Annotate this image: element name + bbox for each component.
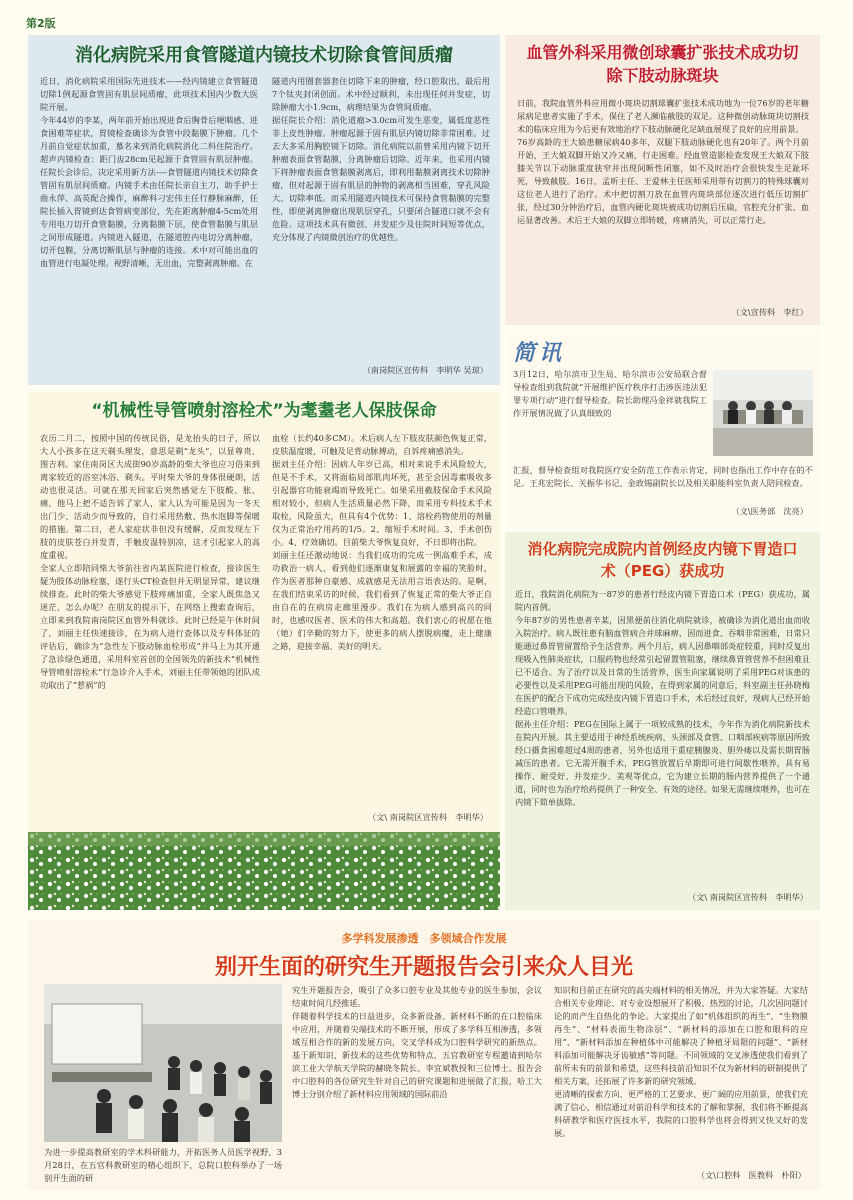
article-catheter-thrombolysis bbox=[28, 392, 500, 832]
meeting-photo bbox=[713, 370, 813, 456]
article-title: 消化病院完成院内首例经皮内镜下胃造口术（PEG）获成功 bbox=[527, 540, 798, 580]
flower-field-photo bbox=[28, 832, 500, 910]
brief-news bbox=[505, 330, 820, 528]
article-credit: （文\宣传科 李红） bbox=[731, 307, 808, 317]
brief-credit: （文\医务部 沈亮） bbox=[731, 506, 808, 516]
article-credit: （文\ 南岗院区宣传科 李明华） bbox=[688, 892, 808, 902]
article-esophageal-tunnel bbox=[28, 35, 500, 385]
article-credit: （南岗院区宣传科 李明华 吴琼） bbox=[362, 365, 488, 375]
article-thesis-report bbox=[28, 920, 820, 1190]
article-credit: （文\ 南岗院区宣传科 李明华） bbox=[368, 812, 488, 822]
article-column: 近日，消化病院采用国际先进技术——经内镜建立食管隧道切除1例起源食管固有肌层间质瘤，此项技术国内少数大医院开展。 今年44岁的李某，两年前开始出现进食后胸骨后哽咽感、进食困难等症状，胃镜检查确诊为食管中段黏膜下肿瘤。几个月前自觉症状加重，慕名来到消化病院消化二科住院治疗。超声内镜检查：距门齿28cm见起源于食管固有肌层肿瘤。任院长会诊后，决定采用新方法----食管隧道内镜技术切除食管固有肌层间质瘤。内镜手术由任院长亲自主刀，助手护士曲永萍、高英配合操作，麻醉科刁宏伟主任行静脉麻醉，任院长插入胃镜到达食管病变部位，先在距离肿瘤4-5cm处用专用电刀切开食管黏膜，分离黏膜下层，使食管黏膜与肌层之间形成隧道。内镜进入隧道，在隧道腔内电切分离肿瘤，切开包膜，分离切断肌层与肿瘤的连接。术中对可能出血的血管进行电凝处理。视野清晰，无出血，完整剥离肿瘤。在 bbox=[40, 76, 258, 268]
article-title: “机械性导管喷射溶栓术”为耄耋老人保肢保命 bbox=[91, 401, 437, 421]
article-column: 血栓（长约40多CM）。术后病人左下肢皮肤颜色恢复正常，皮肤温度暖，可触及足背动脉搏动，自诉疼痛感消失。 据刘主任介绍：因病人年岁已高，相对来说手术风险较大，但是不手术，又将面临局部肌肉坏死，甚至会因毒素吸收多引起器官功能衰竭而导致死亡。如果采用截肢保命手术风险相对较小，但病人生活质量必然下降，而采用专科技术手术取栓，风险虽大，但具有4个优势：1、溶栓药物使用的剂量仅为正常治疗用药的1/5。2、缩短手术时间。3、手术创伤小。4、疗效确切。目前柴大爷恢复良好，不日即将出院。 刘丽主任还激动地说：当我们成功的完成一例高难手术，成功救治一病人，看到他们逐渐康复和展露的幸福的笑脸时，作为医者那种自豪感、成就感是无法用言语表达的。是啊，在我们结束采访的时候，我们看到了恢复正常的柴大爷正自由自在的在病房走廊里漫步。我们在为病人感到高兴的同时，也感叹医者、医术的伟大和高超。我们衷心的祝愿在他（她）们辛勤的努力下，使更多的病人摆脱病魔，走上健康之路，迎接幸福、美好的明天。 bbox=[272, 433, 492, 651]
article-body: 近日，我院消化病院为一87岁的患者行经皮内镜下胃造口术（PEG）获成功，属院内首例。 今年87岁的男性患者辛某，因黑便前往消化病院就诊，被确诊为消化道出血而收入院治疗。病人既往患有脑血管病合并球麻痹，因而进食、吞咽非常困难，日常只能通过鼻胃管留置给予生活营养。两个月后，病人因鼻咽部炎症较重，同时反复出现吸入性肺炎症状，口服药物也经常引起留置管阻塞，继续鼻胃管营养不但困难且已不适合。为了治疗以及日常的生活营养，医生向家属说明了采用PEG对该患的必要性以及采用PEG可能出现的风险，在得到家属的同意后，科室副主任孙晓梅在医护的配合下成功完成经皮内镜下胃造口手术，术后经过良好，现病人已经开始经造口管喂养。 据孙主任介绍：PEG在国际上属于一项较成熟的技术，今年作为消化病院新技术在院内开展。其主要适用于神经系统疾病、头颈部及食管、口咽部疾病等原因所致经口摄食困难超过4周的患者，另外也适用于重症胰腺炎、胆外瘘以及需长期胃肠减压的患者。它无需开腹手术，PEG管放置后早期即可进行间歇性喂养，具有易操作、耐受好、并发症少、美观等优点，它为建立长期的肠内营养提供了一个通道，同时也为治疗给药提供了一种安全、有效的途径。如果无需继续喂养，也可在内镜下简单拔除。 bbox=[515, 589, 810, 807]
article-column: 究生开题报告会，吸引了众多口腔专业及其他专业的医生参加，会议结束时间几经推延。 伴随着科学技术的日益进步，众多新设备、新材料不断的在口腔临床中应用，并随着尖端技术的不断开展，形成了多学科互相渗透，多领域互相合作的新的发展方向，交叉学科成为口腔科学研究的新热点。基于新知识、新技术的这些优势和特点，五官教研室专程邀请到哈尔滨工业大学航天学院的赫晓冬院长、李宜斌教授和三位博士。报告会中口腔科的各位研究生针对自己的研究课题和进展做了汇报，哈工大博士分别介绍了新材料应用领域的国际前沿 bbox=[292, 985, 542, 1099]
article-credit: （文\口腔科 医教科 朴阳） bbox=[696, 1170, 806, 1180]
article-column: 为进一步提高教研室的学术科研能力，开拓医务人员医学视野，3月28日，在五官科教研室的精心组织下，总院口腔科举办了一场别开生面的研 bbox=[44, 1147, 282, 1183]
brief-title: 简讯 bbox=[513, 341, 566, 366]
article-body: 日前，我院血管外科应用微小斑块切割球囊扩张技术成功地为一位76岁的老年糖尿病足患者实施了手术，保住了老人濒临截肢的双足。这种微创动脉斑块切割技术的临床应用为今后更有效地治疗下肢动脉硬化足缺血展现了良好的应用前景。 76岁高龄的王大娘患糖尿病40多年，双腿下肢动脉硬化也有20年了。两个月前开始，王大娘双脚开始又冷又痛，行走困难。经血管造影检查发现王大娘双下肢膝关节以下动脉重度狭窄并出现间断性闭塞，如不及时治疗会很快发生足趾坏死，导致截肢。16日，孟昕主任、王爱林主任医师采用带有切割刀的特殊球囊对这位老人进行了治疗。术中把切割刀放在血管内斑块部位逐次进行低压切割扩张，经过30分钟治疗后，血管内硬化斑块被成功切割后压扁，官腔充分扩张、血运显著改善。术后王大娘的双脚立即转暖，疼痛消失，可以正常行走。 bbox=[517, 98, 809, 225]
lecture-photo bbox=[44, 984, 282, 1142]
page-label: 第2版 bbox=[26, 17, 56, 30]
article-column: 农历二月二，按照中国的传统民俗，是龙抬头的日子，所以大人小孩多在这天剃头理发，意思是剃“龙头”，以显尊贵、图吉利。家住南岗区大成街90岁高龄的柴大爷也应习俗来到离家较近的浴室沐浴、剃头。平时柴大爷的身体很硬朗，活动也很灵活。可就在那天回家后突然感觉左下肢酸、胀、痛，他马上把不适告诉了家人，家人认为可能是因为一冬天出门少、活动少而导致的，自行采用热敷、热水泡脚等保暖的措施。第二日，老人家症状非但没有缓解，反而发现左下肢的皮肤苍白并发青，手触皮温特别凉，这才引起家人的高度重视。 全家人立即陪同柴大爷前往省内某医院进行检查，接诊医生疑为肢体动脉栓塞，遂行头CT检查但并无明显异常，建议继续排查。此时的柴大爷感觉下肢疼痛加重，全家人既焦急又迷茫，怎么办呢？在朋友的提示下，在网络上搜索查询后，立即来到我院南岗院区血管外科就诊。此时已经是午休时间了，刘丽主任快速接诊，在为病人进行查体以及专科体征的评估后，确诊为“急性左下肢动脉血栓形成”并马上为其开通了急诊绿色通道，采用科室首创的全国领先的新技术“机械性导管喷射溶栓术”行急诊介入手术，刘丽主任带领她的团队成功取出了“惹祸”的 bbox=[40, 433, 260, 690]
article-kicker: 多学科发展渗透 多领域合作发展 bbox=[341, 932, 507, 945]
brief-lead: 3月12日，哈尔滨市卫生局、哈尔滨市公安局联合督导检查组到我院就“开展维护医疗秩序打击涉医违法犯罪专项行动”进行督导检查。院长助理冯金祥就我院工作开展情况做了认真细致的 bbox=[513, 369, 707, 418]
brief-rest: 汇报，督导检查组对我院医疗安全防范工作表示肯定，同时也指出工作中存在的不足。王兆宏院长、关振华书记、金政锡副院长以及相关职能科室负责人陪同检查。 bbox=[513, 465, 813, 488]
article-column: 隧道内用圈套器套住切除下来的肿瘤，经口腔取出，最后用7个钛夹封闭创面。术中经过顺利，未出现任何并发症，切除肿瘤大小1.9cm，病理结果为食管间质瘤。 据任院长介绍：消化道瘤>3.0cm可发生恶变，属低度恶性非上皮性肿瘤。肿瘤起源于固有肌层内镜切除非常困难。过去大多采用胸腔镜下切除。消化病院以前曾采用内镜下切开肿瘤表面食管黏膜，分离肿瘤后切除。近年来，也采用内镜下将肿瘤表面食管黏膜剥离后，即利用黏膜剥离技术切除肿瘤，但对起源于固有肌层的肿物的剥离相当困难，穿孔风险大、切除率低。而采用隧道内镜技术可保持食管黏膜的完整性，即使剥离肿瘤出现肌层穿孔，只要闭合隧道口就不会有危险。这项技术具有微创、并发症少及住院时间短等优点，充分体现了内镜微创治疗的优越性。 bbox=[272, 76, 490, 242]
article-title: 消化病院采用食管隧道内镜技术切除食管间质瘤 bbox=[75, 45, 453, 66]
article-title: 别开生面的研究生开题报告会引来众人目光 bbox=[214, 955, 633, 980]
article-title: 血管外科采用微创球囊扩张技术成功切除下肢动脉斑块 bbox=[526, 43, 799, 85]
article-column: 知识和目前正在研究的高尖端材料的相关情况，并为大家答疑。大家结合相关专业理论、对专业设想展开了积极、热烈的讨论，几次因问题讨论的而产生自热化的争论。大家提出了如“机体组织的再生”、“生物膜再生”、“材料表面生物涂层”、“新材料的添加在口腔和眼科的应用”、“新材料添加在种植体中可能解决了种植牙局限的问题”、“新材料添加可能解决牙齿敏感”等问题。不同领域的交叉渗透使我们看到了前所未有的前景和希望，这些科技前沿知识不仅为新材料的研制提供了相关方案，还拓展了许多新的研究领域。 更清晰的探索方向、更严格的工艺要求、更广阔的应用前景，使我们充满了信心，相信通过对前沿科学和技术的了解和掌握，我们将不断提高科研教学和医疗医技水平，我院的口腔科学也将会得到又快又好的发展。 bbox=[554, 985, 808, 1138]
article-peg bbox=[505, 532, 820, 910]
article-vascular-balloon bbox=[505, 35, 820, 325]
